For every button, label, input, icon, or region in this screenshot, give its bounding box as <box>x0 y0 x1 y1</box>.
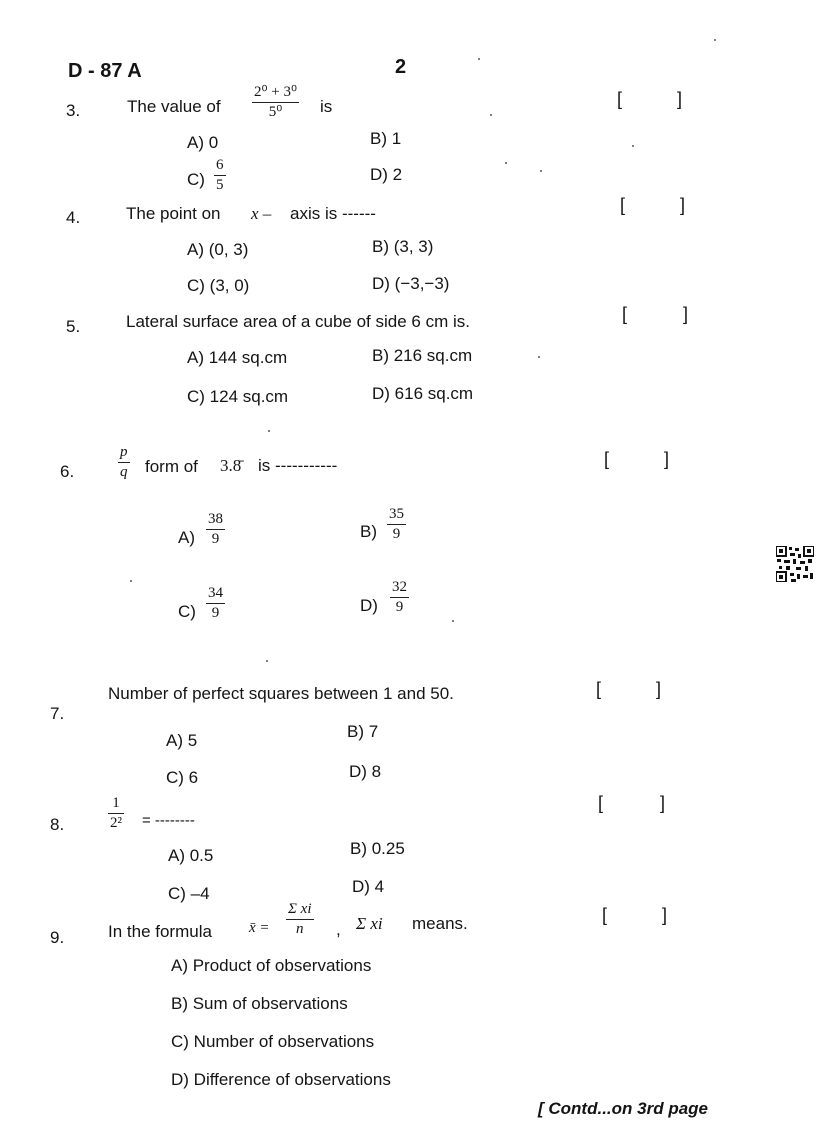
option-b-label: B) <box>360 522 377 541</box>
answer-bracket-close: ] <box>660 793 666 813</box>
option-a-fraction <box>206 511 225 548</box>
fraction-numerator: p <box>120 444 128 460</box>
option-a: A) 0.5 <box>168 846 214 865</box>
page-number: 2 <box>395 56 407 78</box>
answer-bracket-close: ] <box>683 304 689 324</box>
qr-code-icon <box>776 546 814 582</box>
question-stem-end: axis is ------ <box>290 204 376 223</box>
question-number: 8. <box>50 815 65 834</box>
question-number: 9. <box>50 928 65 947</box>
option-a: A) 5 <box>166 731 198 750</box>
stem-fraction <box>252 84 299 121</box>
answer-bracket-close: ] <box>680 195 686 215</box>
fraction-bar <box>206 529 225 530</box>
fraction-bar <box>387 524 406 525</box>
recurring-decimal: 3.8̄ <box>220 456 242 475</box>
stem-fraction <box>118 444 130 481</box>
scan-speck <box>490 114 492 116</box>
question-number: 6. <box>60 462 75 481</box>
fraction-denominator: 9 <box>395 599 404 615</box>
option-d-label: D) <box>360 596 378 615</box>
option-c-fraction <box>214 157 226 194</box>
question-stem: Lateral surface area of a cube of side 6 cm is. <box>126 312 470 331</box>
scan-speck <box>268 430 270 432</box>
option-a: A) 144 sq.cm <box>187 348 288 367</box>
answer-bracket-open: [ <box>617 89 623 109</box>
question-number: 5. <box>66 317 81 336</box>
option-d-fraction <box>390 579 409 616</box>
fraction-denominator: n <box>296 921 304 937</box>
option-a: A) 0 <box>187 133 219 152</box>
option-b: B) (3, 3) <box>372 237 434 256</box>
fraction-denominator: 5 <box>216 177 224 193</box>
math-sum-symbol: Σ xi <box>356 914 383 933</box>
continued-note: [ Contd...on 3rd page <box>538 1099 708 1118</box>
answer-bracket-open: [ <box>602 905 608 925</box>
option-c: C) 6 <box>166 768 199 787</box>
question-stem: Number of perfect squares between 1 and 50. <box>108 684 454 703</box>
fraction-denominator: 9 <box>211 531 220 547</box>
stem-fraction <box>286 901 314 938</box>
option-d: D) (−3,−3) <box>372 274 450 293</box>
fraction-bar <box>214 175 226 176</box>
option-b: B) 0.25 <box>350 839 405 858</box>
answer-bracket-open: [ <box>620 195 626 215</box>
question-stem: The value of <box>127 97 221 116</box>
option-d: D) 4 <box>352 877 385 896</box>
question-stem-end: = -------- <box>142 812 195 829</box>
fraction-numerator: 6 <box>216 157 224 173</box>
scan-speck <box>632 145 634 147</box>
option-d: D) 8 <box>349 762 382 781</box>
math-variable: x – <box>251 204 272 223</box>
scan-speck <box>452 620 454 622</box>
fraction-numerator: Σ xi <box>288 901 312 917</box>
fraction-denominator: 9 <box>392 526 401 542</box>
fraction-numerator: 38 <box>208 511 223 527</box>
fraction-bar <box>390 597 409 598</box>
option-d: D) 616 sq.cm <box>372 384 474 403</box>
fraction-denominator: 2² <box>110 815 122 831</box>
comma: , <box>336 920 341 939</box>
question-stem: form of <box>145 457 198 476</box>
option-a-label: A) <box>178 528 195 547</box>
fraction-numerator: 32 <box>392 579 407 595</box>
question-number: 7. <box>50 704 65 723</box>
answer-bracket-close: ] <box>664 449 670 469</box>
fraction-numerator: 35 <box>389 506 404 522</box>
question-stem: In the formula <box>108 922 212 941</box>
scan-speck <box>478 58 480 60</box>
fraction-bar <box>286 919 314 920</box>
question-stem-end: means. <box>412 914 468 933</box>
scan-speck <box>130 580 132 582</box>
fraction-numerator: 34 <box>208 585 223 601</box>
option-c: C) –4 <box>168 884 210 903</box>
answer-bracket-close: ] <box>662 905 668 925</box>
option-b: B) Sum of observations <box>171 994 348 1013</box>
option-b: B) 1 <box>370 129 402 148</box>
scan-speck <box>538 356 540 358</box>
option-b: B) 7 <box>347 722 379 741</box>
option-b-fraction <box>387 506 406 543</box>
option-a: A) (0, 3) <box>187 240 249 259</box>
scan-speck <box>505 162 507 164</box>
fraction-numerator: 2⁰ + 3⁰ <box>254 84 297 100</box>
option-b: B) 216 sq.cm <box>372 346 473 365</box>
question-stem-end: is <box>320 97 333 116</box>
answer-bracket-close: ] <box>677 89 683 109</box>
question-number: 3. <box>66 101 81 120</box>
option-c: C) (3, 0) <box>187 276 250 295</box>
question-stem: The point on <box>126 204 221 223</box>
fraction-denominator: q <box>120 464 128 480</box>
option-c: C) 124 sq.cm <box>187 387 289 406</box>
fraction-bar <box>252 102 299 103</box>
answer-bracket-open: [ <box>622 304 628 324</box>
option-c: C) Number of observations <box>171 1032 375 1051</box>
option-c-label: C) <box>187 170 205 189</box>
answer-bracket-open: [ <box>604 449 610 469</box>
option-a: A) Product of observations <box>171 956 372 975</box>
question-stem-end: is ----------- <box>258 456 338 475</box>
fraction-numerator: 1 <box>112 795 120 811</box>
paper-code: D - 87 A <box>68 60 142 82</box>
scan-speck <box>266 660 268 662</box>
answer-bracket-open: [ <box>596 679 602 699</box>
fraction-denominator: 9 <box>211 605 220 621</box>
stem-fraction <box>108 795 124 832</box>
option-d: D) 2 <box>370 165 403 184</box>
fraction-bar <box>118 462 130 463</box>
scan-speck <box>540 170 542 172</box>
scan-speck <box>714 39 716 41</box>
option-c-fraction <box>206 585 225 622</box>
fraction-bar <box>108 813 124 814</box>
answer-bracket-open: [ <box>598 793 604 813</box>
option-d: D) Difference of observations <box>171 1070 391 1089</box>
question-number: 4. <box>66 208 81 227</box>
option-c-label: C) <box>178 602 196 621</box>
fraction-denominator: 5⁰ <box>268 104 283 120</box>
math-mean: x̄ = <box>249 920 270 936</box>
fraction-bar <box>206 603 225 604</box>
answer-bracket-close: ] <box>656 679 662 699</box>
